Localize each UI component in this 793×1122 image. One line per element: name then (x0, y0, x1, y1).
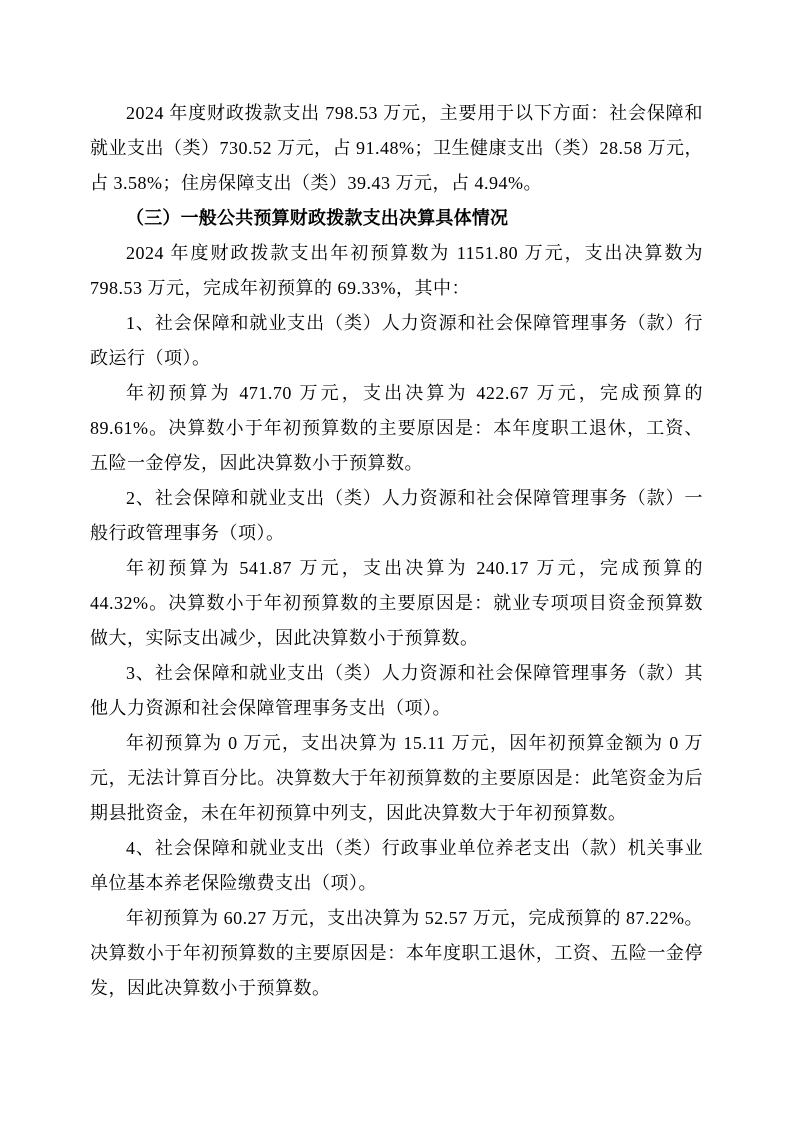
paragraph-item-3-title: 3、社会保障和就业支出（类）人力资源和社会保障管理事务（款）其他人力资源和社会保障管理事务支出（项）。 (90, 663, 703, 718)
paragraph-item-1-title: 1、社会保障和就业支出（类）人力资源和社会保障管理事务（款）行政运行（项）。 (90, 313, 703, 368)
paragraph-item-2-detail: 年初预算为 541.87 万元，支出决算为 240.17 万元，完成预算的 44.32%。决算数小于年初预算数的主要原因是：就业专项项目资金预算数做大，实际支出减少，因此决算数小于预算数。 (90, 558, 703, 648)
paragraph-budget-vs-final: 2024 年度财政拨款支出年初预算数为 1151.80 万元，支出决算数为 798.53 万元，完成年初预算的 69.33%，其中： (90, 243, 703, 298)
paragraph-item-4-detail: 年初预算为 60.27 万元，支出决算为 52.57 万元，完成预算的 87.22%。决算数小于年初预算数的主要原因是：本年度职工退休，工资、五险一金停发，因此决算数小于预算数。 (90, 908, 703, 998)
paragraph-item-1-detail: 年初预算为 471.70 万元，支出决算为 422.67 万元，完成预算的 89.61%。决算数小于年初预算数的主要原因是：本年度职工退休，工资、五险一金停发，因此决算数小于预算数。 (90, 383, 703, 473)
paragraph-fiscal-expenditure-summary: 2024 年度财政拨款支出 798.53 万元，主要用于以下方面：社会保障和就业支出（类）730.52 万元，占 91.48%；卫生健康支出（类）28.58 万元，占 3.58%；住房保障支出（类）39.43 万元，占 4.94%。 (90, 103, 703, 193)
paragraph-item-4-title: 4、社会保障和就业支出（类）行政事业单位养老支出（款）机关事业单位基本养老保险缴费支出（项）。 (90, 838, 703, 893)
paragraph-item-2-title: 2、社会保障和就业支出（类）人力资源和社会保障管理事务（款）一般行政管理事务（项）。 (90, 488, 703, 543)
section-heading-budget-details: （三）一般公共预算财政拨款支出决算具体情况 (126, 208, 509, 228)
paragraph-item-3-detail: 年初预算为 0 万元，支出决算为 15.11 万元，因年初预算金额为 0 万元，无法计算百分比。决算数大于年初预算数的主要原因是：此笔资金为后期县批资金，未在年初预算中列支，因此决算数大于年初预算数。 (90, 733, 703, 823)
